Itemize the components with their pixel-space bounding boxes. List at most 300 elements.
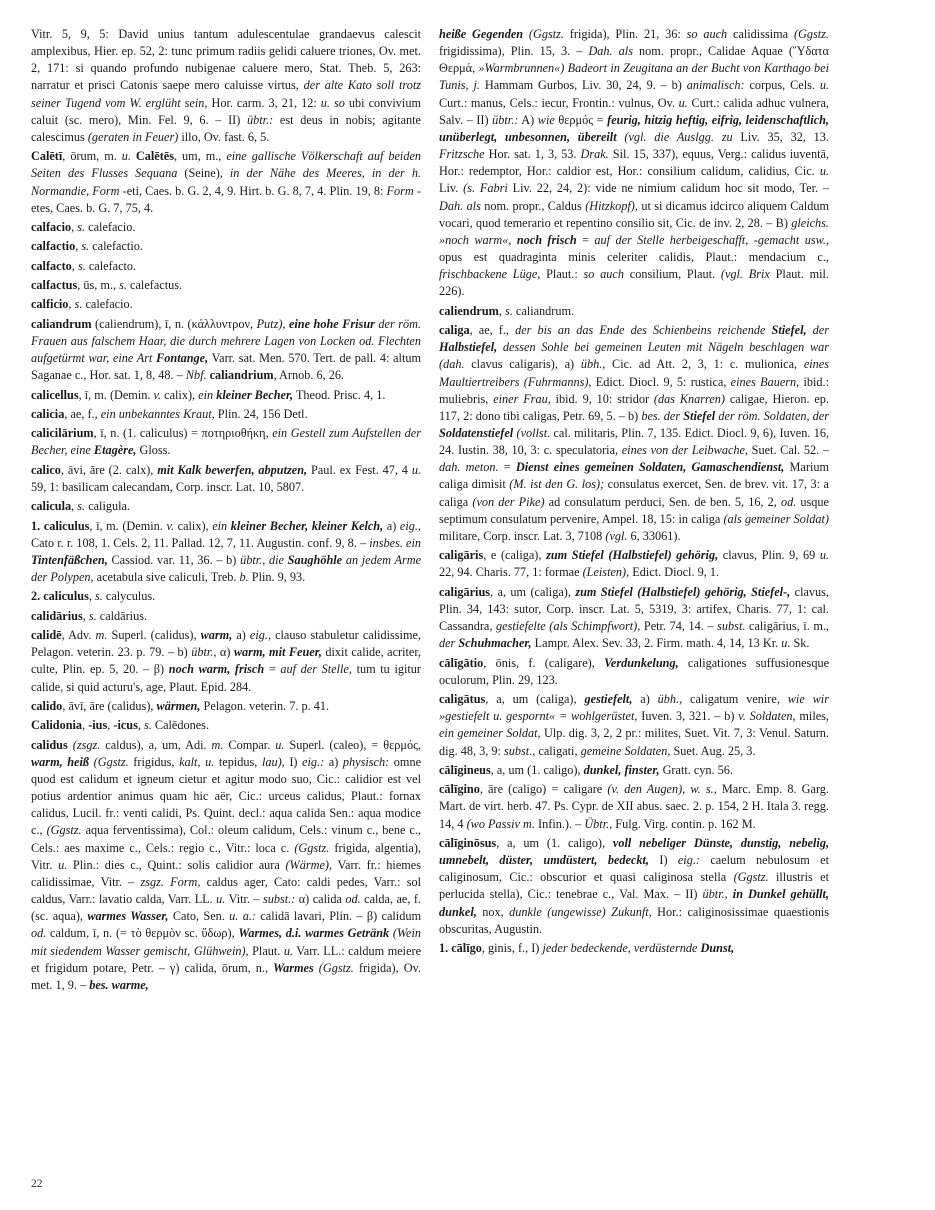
entry-bold-italic-text: Dunst, [700,941,735,955]
entry-text: caligatum venire, [682,692,788,707]
entry-italic-text: der röm. Soldaten, der [718,408,829,423]
entry-text: nox, [476,904,510,919]
entry-italic-text: u. [819,548,829,563]
entry-bold-italic-text: Soldatenstiefel [439,425,514,440]
entry-bold-text: calidārius [31,608,83,623]
entry-italic-text: ein [198,387,214,402]
entry-bold-text: calfactus [31,278,78,293]
entry-text: caligati, [535,743,581,758]
entry-text: Edict. Diocl. 9, 5: rustica, [591,374,731,389]
entry-text: , ūs, m., [77,278,120,293]
entry-bold-italic-text: Saughöhle [287,552,343,567]
entry-text: clavus caligaris), a) [464,357,581,372]
dictionary-entry [439,322,829,545]
entry-text: caliandrum. [512,303,575,318]
entry-italic-text: so auch [686,27,728,41]
entry-italic-text: eig., [249,628,272,643]
entry-italic-text: übtr., die [240,552,284,567]
entry-text: , [107,718,114,733]
entry-text: , [88,589,95,604]
entry-text: α) calida [295,892,346,907]
entry-bold-text: calicellus [31,387,79,402]
entry-text: = [576,232,595,247]
entry-italic-text: (Ggstz. [93,754,129,769]
entry-italic-text: gleichs. »noch warm«, [439,215,829,247]
entry-text: , ī, m. (Demin. [89,518,167,533]
entry-italic-text: in der Nähe des Meeres, in der h. Normandie, Form [31,166,421,198]
entry-text: Cato r. r. 108, 1. Cels. 2, 11. Pallad. 12, 7, 11. Augustin. conf. 9, 8. – [31,535,370,550]
right-column [439,26,829,1174]
entry-text: ibid. 9, 10: stridor [550,391,654,406]
entry-text: Varr. fr.: hiemes calidissimae, Vitr. – [31,857,421,889]
entry-text: aqua ferventissima), Col.: oleum calidum, Cels.: vinum c., bene c., Cels.: aes maxime c., Cels.: regio c., Vitr.: loca c. [31,823,421,855]
entry-text: Varr. LL.: caldum meiere et frigidum potare, Petr. – γ) calida, ōrum, n., [31,943,421,975]
entry-italic-text: s. [119,278,127,293]
entry-bold-italic-text: zum Stiefel (Halbstiefel) gehörig, Stiefel-, [575,584,791,599]
entry-text: 59, 1: basilicam calecandam, Corp. inscr. Lat. 10, 5807. [31,479,305,494]
entry-italic-text: auf der Stelle herbeigeschafft, -gemacht usw., [594,232,829,247]
entry-text: Superl. (calidus), [107,628,201,643]
entry-text: Iuven. 3, 321. – b) [637,709,739,724]
entry-bold-italic-text: warmes Wasser, [87,909,169,924]
entry-text: , a, um (1. caligo), [496,835,613,850]
entry-text: Marium caliga dimisit [439,460,829,492]
dictionary-entry [439,655,829,689]
dictionary-entry [31,518,421,587]
entry-text: ut si dicamus idcirco aliquem Caldum vocari, quod temerario et repentino consilio sit, Cic. de inv. 2, 28. – B) [439,198,829,230]
entry-bold-italic-text: bes. warme, [89,977,149,992]
dictionary-entry [31,238,421,255]
entry-text: , āvi, āre (2. calx), [60,462,158,477]
entry-text: Cassiod. var. 11, 36. – b) [107,552,241,567]
entry-italic-text: (s. Fabri [463,181,508,196]
entry-text: caligae, Hieron. ep. 117, 2: dono tibi caligas, Petr. 69, 5. – b) [439,391,829,423]
entry-italic-text: (geraten in Feuer) [87,129,179,144]
entry-text: Theod. Prisc. 4, 1. [293,387,386,402]
entry-italic-text: an jedem Arme der Polypen, [31,552,421,585]
entry-italic-text: so auch [583,267,624,282]
entry-bold-text: calidus [31,737,68,752]
entry-italic-text: v. [166,518,175,533]
entry-text: tepidus, [214,754,262,769]
entry-italic-text: od. [345,892,361,907]
entry-bold-text: 2. caliculus [31,589,89,604]
entry-text: clavus, Plin. 34, 143: sutor, Corp. inscr. Lat. 5, 5319, 3: artifex, Charis. 77, 1: cal. Cassandra, [439,584,829,634]
entry-italic-text: s. [88,608,97,623]
entry-italic-text: (das Knarren) [653,391,726,406]
entry-italic-text: subst., [504,743,536,758]
entry-italic-text: dah. meton. [439,460,499,475]
entry-text: -eti, Caes. b. G. 2, 4, 9. Hirt. b. G. 8, 7, 4. Plin. 19, 8: [119,183,387,198]
entry-italic-text: Dah. als [588,44,633,59]
entry-italic-text: ein Gestell zum Aufstellen der Becher, eine [31,426,421,458]
entry-text: Gratt. cyn. 56. [659,762,733,777]
left-column [31,26,421,1174]
entry-bold-italic-text: noch warm, frisch [168,662,265,677]
entry-text: , ī, n. (1. caliculus) = ποτηριοθήκη, [93,426,273,441]
entry-text: , a, um (1. caligo), [490,762,584,777]
entry-italic-text: wie wir »gestiefelt u. gespornt« = wohlgerüstet, [439,692,829,724]
entry-bold-text: caliendrum [439,303,499,318]
entry-italic-text: eines Bauern, [730,374,800,389]
entry-text: Plaut.: [540,267,584,282]
entry-bold-italic-text: Warmes [273,960,314,975]
entry-bold-text: 1. caliculus [31,518,90,533]
dictionary-entry [31,737,421,994]
entry-text: a) [383,518,400,533]
entry-text: calidā lavari, Plin. – β) calidum [255,909,421,924]
entry-text: , ginis, f., I) [481,941,543,955]
entry-text: Gloss. [136,443,171,458]
entry-italic-text: bes. der [641,408,681,423]
entry-italic-text: eig.: [677,853,700,868]
entry-bold-italic-text: Stiefel, [771,323,807,338]
entry-bold-italic-text: Dienst eines gemeinen Soldaten, Gamaschendienst, [515,460,785,475]
entry-text: calefacio. [85,220,136,235]
entry-text: calix), [174,518,213,533]
entry-text: usque septimum consulatum pervenire, Ampel. 18, 15: in caliga [439,494,829,526]
entry-bold-italic-text: in Dunkel gehüllt, dunkel, [439,887,829,919]
entry-text: frigida, algentia), Vitr. [31,840,421,872]
entry-text: Pelagon. veterin. 7. p. 41. [200,698,330,713]
entry-italic-text: eig., [399,518,421,533]
entry-italic-text: übtr.: [247,112,274,127]
dictionary-entry [31,462,421,496]
entry-italic-text: v. Soldaten, [738,709,796,724]
entry-italic-text: übtr.: [492,112,519,127]
entry-text: Petr. 74, 14. – [640,619,718,634]
entry-italic-text: (wo Passiv m. [466,816,535,831]
entry-italic-text: Putz), [256,316,286,331]
entry-text: frigida), Ov. met. 1, 9. – [31,960,421,992]
entry-italic-text: jeder bedeckende, verdüsternde [542,941,698,955]
entry-italic-text: (Wein mit siedendem Wasser gemischt, Glühwein), [31,926,421,958]
entry-text: Compar. [223,737,276,752]
entry-text: opus est quadraginta minis celeriter calidis, Plaut.: mendacium c., [439,250,829,265]
entry-text: ubi convivium caluit (sc. mero), Min. Fel. 9, 6. – II) [31,95,421,127]
dictionary-entry [31,717,421,734]
entry-bold-italic-text: warm, heiß [31,754,90,769]
entry-bold-text: Calidonia [31,718,83,733]
entry-text: calix), [161,387,199,402]
entry-text: consulatus exercet, Sen. de brev. vit. 17, 3: a caliga [439,477,829,509]
entry-text: Plin. 24, 156 Detl. [214,406,308,421]
entry-bold-text: calido [31,698,63,713]
entry-italic-text: od. [31,926,47,941]
dictionary-entry [31,698,421,715]
entry-italic-text: frischbackene Lüge, [439,267,541,282]
entry-italic-text: Nbf. [185,368,207,383]
entry-text: I) [649,853,678,868]
entry-text: , um, m., [174,149,227,164]
entry-text: , a, um (caliga), [485,692,585,707]
dictionary-entry [31,387,421,404]
entry-italic-text: (als gemeiner Soldat) [723,511,829,526]
entry-text: Sil. 15, 337), equus, Verg.: calidus iuventā, Hor.: redemptor, Hor.: caldior est, Hor.: consilium calidum, calidius, Cic. [439,147,829,179]
entry-text: Suet. Aug. 25, 3. [670,743,756,758]
entry-bold-italic-text: Fontange, [156,351,209,366]
entry-italic-text: (M. ist den G. los); [509,477,605,492]
entry-italic-text: Fritzsche [439,147,485,162]
dictionary-entry [31,26,421,146]
entry-bold-italic-text: Halbstiefel, [439,340,498,355]
entry-italic-text: u. [411,462,421,477]
entry-text: caligationes suffusionesque oculorum, Plin. 29, 123. [439,655,829,687]
entry-italic-text: eine gallische Völkerschaft auf beiden Seiten des Flusses Sequana [31,149,421,181]
entry-italic-text: s. [94,589,103,604]
entry-text: Superl. (caleo), = θερμός, [284,737,421,752]
entry-italic-text: gestiefelte (als Schimpfwort), [496,619,641,634]
entry-bold-italic-text: kleiner Becher, [216,387,294,402]
entry-text: frigidissima), Plin. 15, 3. – [439,44,589,59]
entry-italic-text: der [439,636,456,651]
entry-italic-text: physisch: [342,754,390,769]
entry-text: Liv. 35, 32, 13. [732,129,829,144]
entry-bold-text: cālīginōsus [439,835,497,850]
entry-text: , [82,718,89,733]
entry-bold-text: calicia [31,406,65,421]
entry-italic-text: u. so [320,95,345,110]
entry-italic-text: u. [121,149,131,164]
entry-bold-italic-text: Warmes, d.i. warmes Getränk [238,926,390,941]
entry-text: (caliendrum), ī, n. (κάλλυντρον, [91,316,257,331]
entry-italic-text: m. [95,628,108,643]
entry-text: caelum nebulosum et caliginosum, Cic.: obscurior et quasi caliginosa stella [439,853,829,885]
dictionary-entry [31,406,421,423]
entry-text: calyculus. [102,589,156,604]
dictionary-entry [31,258,421,275]
entry-italic-text: s. [77,258,86,273]
entry-text: Calēdones. [151,718,210,733]
entry-italic-text: der alte Kato soll trotz seiner Tugend vom W. erglüht sein, [31,78,421,110]
entry-italic-text: (Ggstz. [294,840,330,855]
entry-bold-text: -icus [113,718,138,733]
entry-text: A) [518,112,538,127]
entry-text: , [82,608,89,623]
dictionary-entry [439,303,829,320]
dictionary-entry [31,277,421,294]
entry-text: Lampr. Alex. Sev. 33, 2. Firm. math. 4, 14, 13 Kr. [531,636,782,651]
entry-text: α) [216,645,234,660]
entry-bold-text: Calētēs [135,149,175,164]
entry-text: tum tu igitur calide, si quid acturu's, age, Plaut. Epid. 284. [31,662,421,694]
entry-italic-text: m. [211,737,224,752]
entry-bold-text: caligārius [439,584,491,599]
entry-italic-text: s. [81,239,90,254]
entry-italic-text: s. [144,718,152,733]
entry-bold-italic-text: noch frisch [516,232,577,247]
entry-text: ibid.: muliebris, [439,374,829,406]
entry-italic-text: s. [77,499,86,514]
entry-italic-text: ein unbekanntes Kraut, [100,406,215,421]
entry-italic-text: wie [537,112,555,127]
entry-bold-italic-text: dunkel, finster, [583,762,660,777]
entry-italic-text: (Wärme), [285,857,333,872]
entry-italic-text: u. [275,737,285,752]
entry-bold-text: calicula [31,499,72,514]
dictionary-entry [31,588,421,605]
dictionary-entry [439,691,829,760]
entry-text: frigida), Plin. 21, 36: [563,27,687,41]
entry-italic-text: subst. [717,619,746,634]
dictionary-entry [439,26,829,301]
entry-italic-text: lau), [261,754,285,769]
entry-text: Cic. ad Att. 2, 3, 1: c. mulionica, [605,357,804,372]
entry-text: caligārius, ī. m., [745,619,829,634]
entry-italic-text: (von der Pike) [472,494,545,509]
entry-text: 22, 94. Charis. 77, 1: formae [439,565,583,580]
entry-bold-text: calfactio [31,239,76,254]
entry-text: calefacio. [82,297,133,312]
entry-text: corpus, Cels. [744,78,820,93]
entry-italic-text: u. [781,636,791,651]
entry-text: frigidus, [128,754,180,769]
dictionary-entry [439,940,829,957]
entry-bold-italic-text: voll nebeliger Dünste, dunstig, nebelig, umnebelt, düster, umdüstert, bedeckt, [439,835,829,868]
dictionary-entry [31,219,421,236]
entry-italic-text: animalisch: [686,78,745,93]
entry-text: Vitr. – [225,892,263,907]
entry-bold-text: calfacto [31,258,72,273]
entry-text: ad consulatum perduci, Sen. de ben. 5, 16, 2, [544,494,781,509]
entry-italic-text: (Ggstz. [733,870,769,885]
entry-text: a) [324,754,343,769]
entry-italic-text: eig.: [302,754,325,769]
entry-text: miles, [795,709,829,724]
entry-text: omne quod est calidum et igneum cietur et agitur modo suo, Cic.: calidior est vel potius ardentior animus quam hic aër, Cic.: urceus calidus, Plaut.: fornax calidus, Lucil. fr.: venti calidi, Ps. Quint. decl.: aqua calida Sen.: aqua modice c., [31,754,421,838]
entry-italic-text: eines von der Leibwache, [621,443,749,458]
entry-text: Varr. sat. Men. 570. Tert. de pall. 4: altum Saganae c., Hor. sat. 1, 8, 48. – [31,351,421,383]
entry-bold-italic-text: wärmen, [156,698,201,713]
entry-text: Hor. carm. 3, 21, 12: [207,95,321,110]
entry-bold-italic-text: warm, mit Feuer, [233,645,322,660]
dictionary-entry [31,498,421,515]
entry-text: dixit calide, acriter, culte, Plin. ep. 5, 20. – β) [31,645,421,677]
entry-text: caldus), a, um, Adi. [100,737,212,752]
entry-text: , e (caliga), [483,548,547,563]
entry-italic-text: u. [678,95,688,110]
entry-bold-text: caligātus [439,692,486,707]
entry-text: , ōnis, f. (caligare), [483,655,605,670]
entry-text: Hor.: caliginosissimae quaestionis obscuritas, Augustin. [439,904,829,936]
entry-text: Marc. Emp. 8. Garg. Mart. de virt. herb. 47. Ps. Cypr. de XII abus. saec. 2. p. 154, 2 H. Itala 3. regg. 14, 4 [439,782,829,831]
entry-text: caligula. [85,499,131,514]
entry-bold-text: Calētī [31,149,63,164]
entry-italic-text: übtr., [191,645,217,660]
entry-text: , [71,499,78,514]
dictionary-entry [439,835,829,938]
entry-bold-italic-text: Tintenfäßchen, [31,552,108,567]
entry-italic-text: übh., [580,357,606,372]
entry-text: clavus, Plin. 9, 69 [718,548,820,563]
entry-text: Edict. Diocl. 9, 1. [629,565,720,580]
entry-italic-text: übtr., [702,887,728,902]
entry-text: calefactio. [89,239,143,254]
entry-text: Liv. [439,181,464,196]
entry-text: a) [632,692,658,707]
entry-text: , ōrum, m. [62,149,122,164]
entry-italic-text: insbes. ein [369,535,421,550]
entry-italic-text: u. a.: [229,909,256,924]
entry-bold-text: 1. cālīgo [439,941,482,955]
entry-bold-italic-text: warm, [200,628,233,643]
entry-italic-text: zsgz. Form, [140,874,201,889]
entry-text: Paul. ex Fest. 47, 4 [307,462,412,477]
entry-text: , a, um (caliga), [490,584,576,599]
entry-italic-text: der bis an das Ende des Schienbeins reichende [515,323,766,338]
entry-italic-text: b. [239,570,249,585]
entry-bold-italic-text: Verdunkelung, [604,655,679,670]
entry-italic-text: (Hitzkopf), [585,198,638,213]
entry-text: militare, Corp. inscr. Lat. 3, 7108 [439,528,606,543]
entry-text: acetabula sive caliculi, Treb. [93,570,240,585]
entry-text: consilium, Plaut. [624,267,721,282]
entry-italic-text: subst.: [262,892,296,907]
entry-text: Infin.). – [534,816,585,831]
entry-text: Plin. 9, 93. [248,570,306,585]
entry-text: Suet. Cal. 52. – [748,443,829,458]
entry-text: , [71,220,78,235]
entry-bold-text: -ius [88,718,108,733]
entry-text: , [498,303,506,318]
entry-italic-text: einer Frau, [493,391,551,406]
entry-text: , ī, m. (Demin. [78,387,154,402]
entry-italic-text: s. [74,297,83,312]
entry-italic-text: Drak. [580,147,609,162]
entry-italic-text: (v. den Augen), w. s., [607,782,717,797]
entry-italic-text: ein gemeiner Soldat, [439,726,541,741]
entry-italic-text: übh., [657,692,683,707]
entry-text: Hor. sat. 1, 3, 53. [484,147,581,162]
dictionary-entry [31,425,421,459]
entry-text: θερμός = [554,112,608,127]
entry-text: Hammam Gurbos, Liv. 30, 24, 9. – b) [479,78,687,93]
entry-text: Fulg. Virg. contin. p. 162 M. [612,816,756,831]
entry-italic-text: u. [283,943,294,958]
entry-text: a) [232,628,250,643]
entry-bold-italic-text: mit Kalk bewerfen, abputzen, [157,462,308,477]
entry-text: 6, 33061). [627,528,681,543]
entry-text: Cato, Sen. [168,909,230,924]
entry-italic-text: auf der Stelle, [280,662,352,677]
entry-italic-text: Übtr., [584,816,613,831]
entry-italic-text: (vgl. Brix [720,267,770,282]
entry-italic-text: (vollst. [516,425,551,440]
entry-bold-italic-text: Etagère, [93,443,137,458]
dictionary-entry [439,584,829,653]
entry-italic-text: u. [58,857,68,872]
entry-italic-text: der röm. Frauen aus falschem Haar, die durch mehrere Lagen von Locken od. Flechten aufgetürmt war, eine Art [31,316,421,366]
entry-bold-text: cālīgineus [439,762,491,777]
entry-text: caldum, ī, n. (= τὸ θερμὸν sc. ὕδωρ), [46,926,239,941]
entry-italic-text: od. [780,494,797,509]
entry-bold-text: cālīgātio [439,655,484,670]
entry-text: cal. militaris, Plin. 7, 135. Edict. Diocl. 9, 6), Iuven. 16, 24. Iustin. 38, 10, 3: c. speculatoria, [439,425,829,458]
entry-bold-text: calidē [31,628,62,643]
entry-italic-text: u. [216,892,226,907]
entry-bold-text: caliga [439,323,470,338]
entry-text: Plaut. [248,943,284,958]
entry-bold-italic-text: zum Stiefel (Halbstiefel) gehörig, [546,548,719,563]
entry-bold-italic-text: heiße Gegenden [439,27,524,41]
entry-italic-text: (Ggstz. [318,960,354,975]
entry-italic-text: »Warmbrunnen«) Badeort in Zeugitana an der Bucht von Karthago bei Tunis, j. [439,61,829,93]
entry-text: , ae, f., [469,323,516,338]
entry-bold-text: calico [31,462,61,477]
entry-bold-text: calficio [31,297,69,312]
entry-italic-text: (zsgz. [72,737,101,752]
entry-text: nom. propr., Calidae Aquae (Ὕδατα Θερμά, [439,44,829,76]
